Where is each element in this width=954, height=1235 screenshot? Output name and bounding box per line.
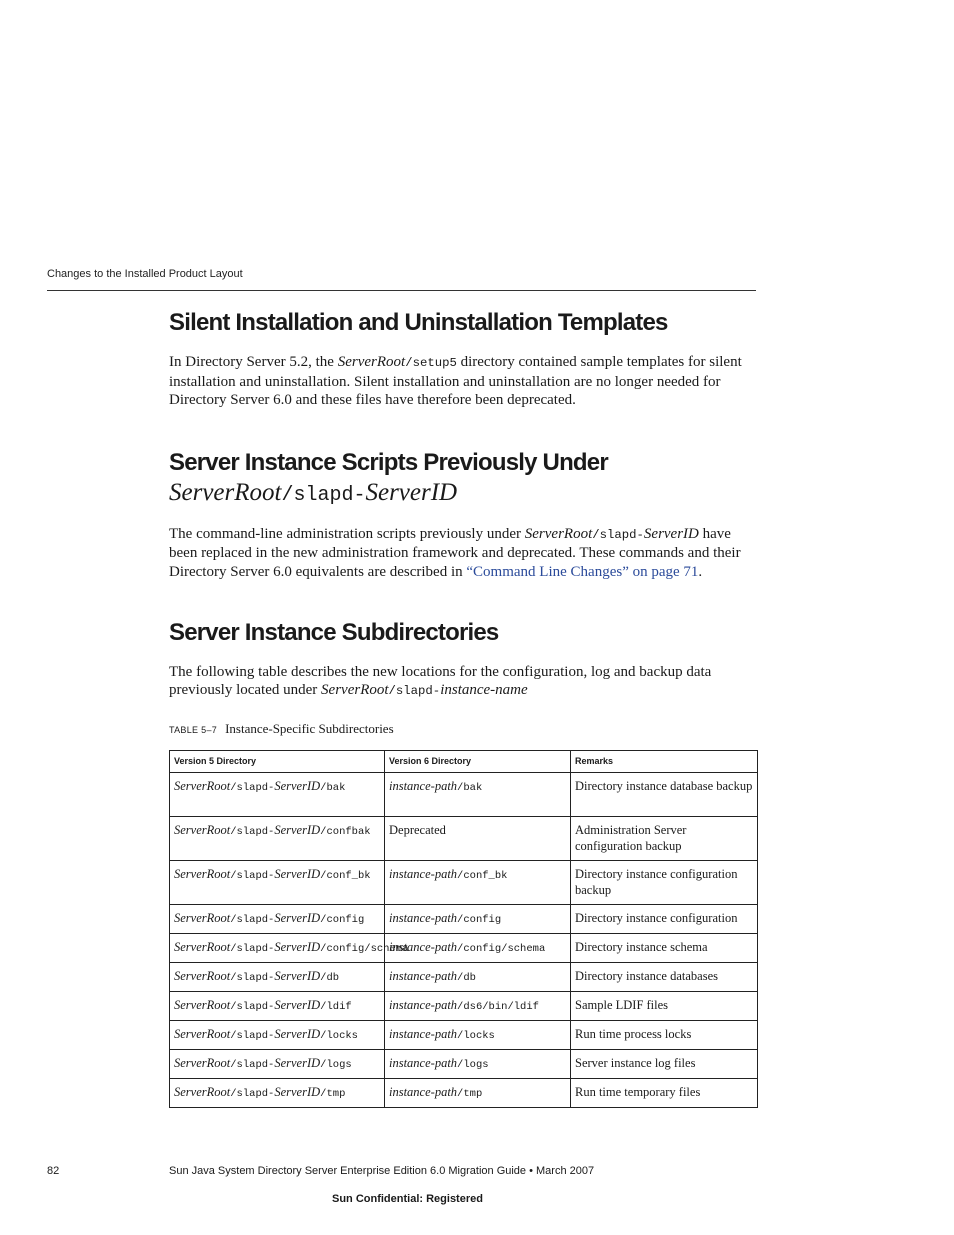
cell-version5: ServerRoot/slapd-ServerID/config/schema [170,933,385,962]
paragraph-silent-installation: In Directory Server 5.2, the ServerRoot/setup5 directory contained sample templates for silent installation and uninstallation. Silent installation and uninstallation are no longer needed for Directory Server 6.0 and these files have therefore been deprecated. [169,354,742,409]
cell-version6: instance-path/bak [385,772,571,816]
paragraph-server-instance-scripts: The command-line administration scripts previously under ServerRoot/slapd-ServerID have been replaced in the new administration framework and deprecated. These commands and their Directory Server 6.0 equivalents are described in “Command Line Changes” on page 71. [169,525,741,580]
table-row [170,1078,758,1107]
cell-remarks: Administration Server configuration backup [571,816,758,860]
cell-remarks: Sample LDIF files [571,991,758,1020]
cell-version6: instance-path/locks [385,1020,571,1049]
command-line-changes-link[interactable]: “Command Line Changes” on page 71 [466,563,699,580]
table-row [170,904,758,933]
page-number: 82 [47,1165,60,1177]
running-header: Changes to the Installed Product Layout [47,268,243,280]
cell-remarks: Directory instance database backup [571,772,758,816]
cell-version6: instance-path/db [385,962,571,991]
cell-version5: ServerRoot/slapd-ServerID/tmp [170,1078,385,1107]
table-row [170,962,758,991]
cell-version6: instance-path/tmp [385,1078,571,1107]
cell-remarks: Run time process locks [571,1020,758,1049]
table-row [170,816,758,860]
cell-version5: ServerRoot/slapd-ServerID/config [170,904,385,933]
table-caption-text: Instance-Specific Subdirectories [225,720,394,736]
cell-version5: ServerRoot/slapd-ServerID/ldif [170,991,385,1020]
page-content [169,308,756,1108]
table-row [170,1049,758,1078]
cell-version6: instance-path/ds6/bin/ldif [385,991,571,1020]
table-row [170,860,758,904]
cell-remarks: Directory instance databases [571,962,758,991]
table-row [170,772,758,816]
table-caption-label: TABLE 5–7 [169,724,218,735]
section-title-server-instance-subdirectories: Server Instance Subdirectories [169,618,499,646]
header-rule [47,290,756,291]
cell-remarks: Directory instance configuration [571,904,758,933]
cell-version5: ServerRoot/slapd-ServerID/locks [170,1020,385,1049]
column-header-remarks: Remarks [571,750,758,772]
column-header-version5: Version 5 Directory [170,750,385,772]
section-title-silent-installation: Silent Installation and Uninstallation Templates [169,309,668,336]
confidential-notice: Sun Confidential: Registered [332,1193,483,1205]
cell-version5: ServerRoot/slapd-ServerID/confbak [170,816,385,860]
paragraph-server-instance-subdirectories: The following table describes the new locations for the configuration, log and backup data previously located under ServerRoot/slapd-instance-name [169,663,712,699]
table-caption [169,721,756,737]
subdirectories-table [169,750,758,1108]
cell-version5: ServerRoot/slapd-ServerID/logs [170,1049,385,1078]
cell-remarks: Directory instance schema [571,933,758,962]
table-body [170,772,758,1107]
cell-version6: instance-path/logs [385,1049,571,1078]
cell-remarks: Run time temporary files [571,1078,758,1107]
cell-version6: instance-path/config/schema [385,933,571,962]
cell-version5: ServerRoot/slapd-ServerID/bak [170,772,385,816]
cell-remarks: Directory instance configuration backup [571,860,758,904]
section-title-server-instance-scripts [169,448,756,511]
cell-version5: ServerRoot/slapd-ServerID/db [170,962,385,991]
cell-version5: ServerRoot/slapd-ServerID/conf_bk [170,860,385,904]
section-title-line2: ServerRoot/slapd-ServerID [169,478,458,507]
section-title-line1: Server Instance Scripts Previously Under [169,448,608,476]
book-title: Sun Java System Directory Server Enterprise Edition 6.0 Migration Guide • March 2007 [169,1165,595,1177]
table-row [170,991,758,1020]
cell-version6: instance-path/conf_bk [385,860,571,904]
column-header-version6: Version 6 Directory [385,750,571,772]
cell-version6: instance-path/config [385,904,571,933]
table-header-row [170,750,758,772]
cell-remarks: Server instance log files [571,1049,758,1078]
table-row [170,1020,758,1049]
cell-version6: Deprecated [385,816,571,860]
table-row [170,933,758,962]
